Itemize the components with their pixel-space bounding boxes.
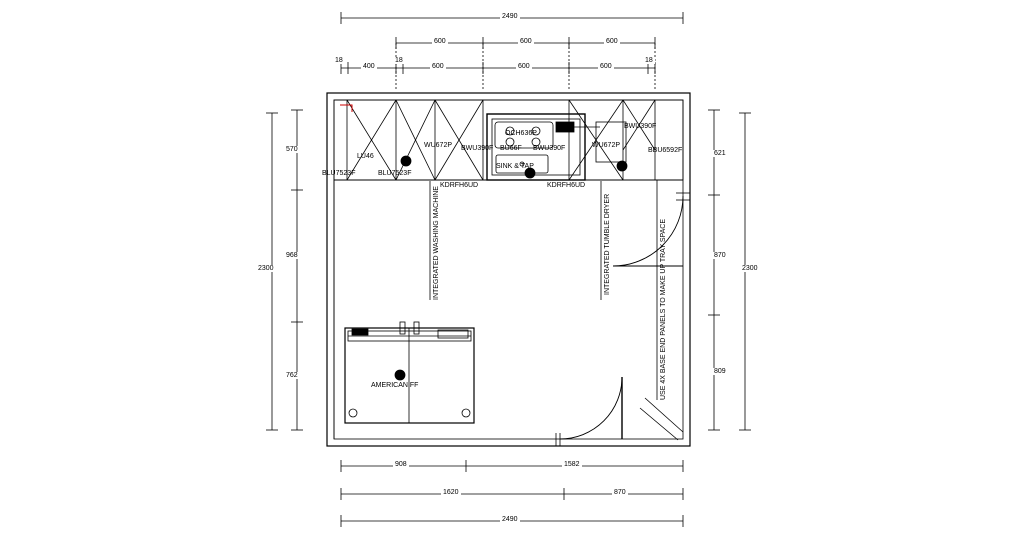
dim-left-outer: 2300: [258, 265, 274, 272]
dim-top-row2-6: 18: [645, 57, 653, 64]
dim-left-inner-2: 762: [286, 372, 298, 379]
dim-bottom-overall: 2490: [502, 516, 518, 523]
dim-top-row2-4: 600: [518, 63, 530, 70]
dim-bottom-row1-1: 1582: [564, 461, 580, 468]
unit-label-bu66f: BU66F: [500, 145, 522, 152]
unit-label-bwu390f-mid: BWU390F: [533, 145, 566, 152]
dim-top-overall: 2490: [502, 13, 518, 20]
unit-label-och636p: OCH636P: [505, 130, 537, 137]
dim-top-row2-3: 600: [432, 63, 444, 70]
dim-bottom-row2-1: 870: [614, 489, 626, 496]
annotation-tray-space: USE 4X BASE END PANELS TO MAKE UP TRAY SPACE: [660, 218, 667, 400]
unit-label-bwu390f-left: BWU390F: [461, 145, 494, 152]
annotation-washing-machine: INTEGRATED WASHING MACHINE: [433, 186, 440, 300]
dim-right-inner-0: 621: [714, 150, 726, 157]
unit-label-blu7523f-left: BLU7523F: [322, 170, 356, 177]
unit-label-lu46: LU46: [357, 153, 374, 160]
annotation-tumble-dryer: INTEGRATED TUMBLE DRYER: [604, 193, 611, 295]
unit-label-wu672p-left: WU672P: [424, 142, 453, 149]
unit-label-bbu6592f: BBU6592F: [648, 147, 683, 154]
dim-left-inner-1: 968: [286, 252, 298, 259]
unit-label-kdrfh6ud-right: KDRFH6UD: [547, 182, 586, 189]
unit-label-wu672p-right: WU672P: [592, 142, 621, 149]
unit-label-bwu390f-right: BWU390F: [624, 123, 657, 130]
dim-top-row2-2: 18: [395, 57, 403, 64]
dim-top-row2-5: 600: [600, 63, 612, 70]
dim-right-inner-2: 809: [714, 368, 726, 375]
unit-label-blu7523f-right: BLU7523F: [378, 170, 412, 177]
dim-bottom-row2-0: 1620: [443, 489, 459, 496]
dim-top-row1-1: 600: [520, 38, 532, 45]
dim-left-inner-0: 570: [286, 146, 298, 153]
unit-label-sink-tap: SINK & TAP: [496, 163, 534, 170]
dim-bottom-row1-0: 908: [395, 461, 407, 468]
dim-top-row2-0: 18: [335, 57, 343, 64]
dim-right-outer: 2300: [742, 265, 758, 272]
annotation-american-ff: AMERICAN FF: [371, 382, 419, 389]
dim-top-row2-1: 400: [363, 63, 375, 70]
dim-top-row1-2: 600: [606, 38, 618, 45]
dim-right-inner-1: 870: [714, 252, 726, 259]
dim-top-row1-0: 600: [434, 38, 446, 45]
unit-label-kdrfh6ud-left: KDRFH6UD: [440, 182, 479, 189]
